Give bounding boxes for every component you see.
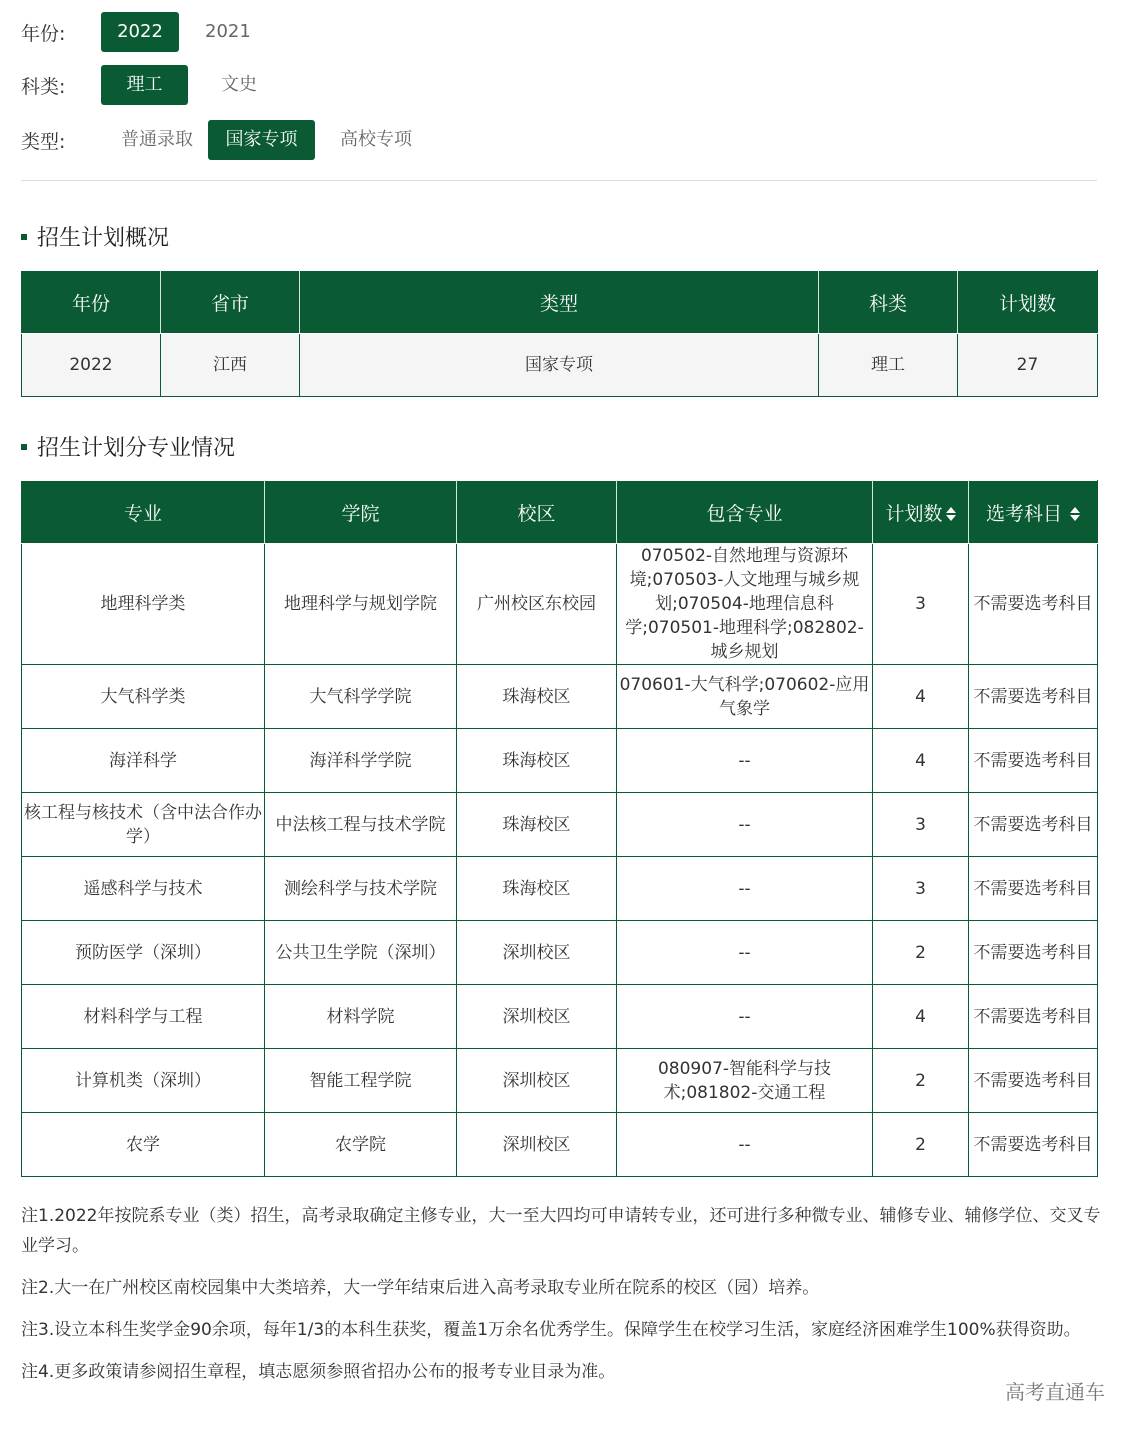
divider — [21, 180, 1097, 181]
bullet-icon — [21, 444, 27, 450]
cell-college: 材料学院 — [265, 985, 457, 1049]
cell-major: 预防医学（深圳） — [22, 921, 265, 985]
header-plan-count-sortable[interactable] — [873, 481, 969, 544]
cell-campus: 珠海校区 — [457, 665, 617, 729]
header-category: 科类 — [819, 271, 958, 334]
year-option-2022[interactable]: 2022 — [101, 12, 179, 52]
watermark: 高考直通车 — [1005, 1380, 1105, 1404]
section-overview-title-text: 招生计划概况 — [37, 226, 170, 251]
cell-plan-count: 4 — [873, 665, 969, 729]
cell-major: 农学 — [22, 1113, 265, 1177]
header-year: 年份 — [22, 271, 161, 334]
cell-college: 农学院 — [265, 1113, 457, 1177]
table-row — [22, 334, 1098, 397]
header-type: 类型 — [300, 271, 819, 334]
cell-subjects: 不需要选考科目 — [969, 665, 1098, 729]
note-1: 注1.2022年按院系专业（类）招生，高考录取确定主修专业，大一至大四均可申请转专业，还可进行多种微专业、辅修专业、辅修学位、交叉专业学习。 — [21, 1206, 1101, 1256]
cell-campus: 珠海校区 — [457, 857, 617, 921]
cell-plan-count: 4 — [873, 729, 969, 793]
cell-plan-count: 3 — [873, 857, 969, 921]
header-major: 专业 — [22, 481, 265, 544]
cell-subjects: 不需要选考科目 — [969, 985, 1098, 1049]
cell-campus: 深圳校区 — [457, 921, 617, 985]
section-major-title-text: 招生计划分专业情况 — [37, 436, 236, 461]
header-campus: 校区 — [457, 481, 617, 544]
cell-major: 计算机类（深圳） — [22, 1049, 265, 1113]
table-row — [22, 1049, 1098, 1113]
cell-subjects: 不需要选考科目 — [969, 857, 1098, 921]
type-option-national[interactable]: 国家专项 — [208, 120, 315, 160]
cell-subjects: 不需要选考科目 — [969, 1113, 1098, 1177]
cell-plan-count: 3 — [873, 544, 969, 665]
sort-icon[interactable] — [946, 507, 956, 521]
table-row — [22, 1113, 1098, 1177]
header-subjects-label: 选考科目 — [985, 502, 1062, 525]
cell-college: 地理科学与规划学院 — [265, 544, 457, 665]
table-row — [22, 665, 1098, 729]
cell-included-majors: 070601-大气科学;070602-应用气象学 — [617, 665, 873, 729]
note-3: 注3.设立本科生奖学金90余项，每年1/3的本科生获奖，覆盖1万余名优秀学生。保障学生在校学习生活，家庭经济困难学生100%获得资助。 — [21, 1320, 1081, 1340]
cell-college: 测绘科学与技术学院 — [265, 857, 457, 921]
cell-plan-count: 27 — [958, 334, 1098, 397]
bullet-icon — [21, 234, 27, 240]
cell-major: 地理科学类 — [22, 544, 265, 665]
header-province: 省市 — [161, 271, 300, 334]
cell-plan-count: 4 — [873, 985, 969, 1049]
cell-included-majors: 070502-自然地理与资源环境;070503-人文地理与城乡规划;070504-地理信息科学;070501-地理科学;082802-城乡规划 — [617, 544, 873, 665]
cell-subjects: 不需要选考科目 — [969, 1049, 1098, 1113]
header-plan-count: 计划数 — [958, 271, 1098, 334]
cell-included-majors: -- — [617, 921, 873, 985]
header-subjects-sortable[interactable] — [969, 481, 1098, 544]
filter-year — [21, 12, 269, 52]
filter-category-label: 科类: — [21, 75, 66, 98]
cell-campus: 深圳校区 — [457, 985, 617, 1049]
table-row — [22, 729, 1098, 793]
table-row — [22, 985, 1098, 1049]
overview-table — [21, 270, 1098, 397]
sort-icon[interactable] — [1070, 507, 1080, 521]
cell-plan-count: 2 — [873, 1049, 969, 1113]
cell-subjects: 不需要选考科目 — [969, 921, 1098, 985]
major-header-row — [22, 481, 1098, 544]
header-college: 学院 — [265, 481, 457, 544]
cell-subjects: 不需要选考科目 — [969, 544, 1098, 665]
cell-major: 海洋科学 — [22, 729, 265, 793]
cell-category: 理工 — [819, 334, 958, 397]
cell-college: 智能工程学院 — [265, 1049, 457, 1113]
overview-header-row — [22, 271, 1098, 334]
note-4: 注4.更多政策请参阅招生章程，填志愿须参照省招办公布的报考专业目录为准。 — [21, 1362, 616, 1382]
cell-major: 大气科学类 — [22, 665, 265, 729]
cell-subjects: 不需要选考科目 — [969, 729, 1098, 793]
cell-plan-count: 2 — [873, 1113, 969, 1177]
cell-campus: 深圳校区 — [457, 1113, 617, 1177]
cell-major: 核工程与核技术（含中法合作办学） — [22, 793, 265, 857]
cell-major: 遥感科学与技术 — [22, 857, 265, 921]
category-option-science[interactable]: 理工 — [101, 65, 188, 105]
cell-included-majors: -- — [617, 793, 873, 857]
cell-college: 大气科学学院 — [265, 665, 457, 729]
cell-campus: 珠海校区 — [457, 729, 617, 793]
notes — [21, 1201, 1101, 1399]
cell-subjects: 不需要选考科目 — [969, 793, 1098, 857]
cell-included-majors: -- — [617, 1113, 873, 1177]
cell-campus: 珠海校区 — [457, 793, 617, 857]
cell-type: 国家专项 — [300, 334, 819, 397]
filter-type — [21, 120, 437, 160]
cell-province: 江西 — [161, 334, 300, 397]
cell-plan-count: 2 — [873, 921, 969, 985]
section-major-title — [21, 431, 235, 462]
header-plan-count-label: 计划数 — [885, 502, 943, 525]
table-row — [22, 544, 1098, 665]
table-row — [22, 793, 1098, 857]
cell-college: 海洋科学学院 — [265, 729, 457, 793]
cell-college: 中法核工程与技术学院 — [265, 793, 457, 857]
type-option-regular[interactable]: 普通录取 — [121, 129, 193, 150]
section-overview-title — [21, 221, 169, 252]
cell-campus: 深圳校区 — [457, 1049, 617, 1113]
cell-included-majors: -- — [617, 857, 873, 921]
cell-year: 2022 — [22, 334, 161, 397]
filter-category — [21, 65, 275, 105]
filter-type-label: 类型: — [21, 130, 66, 153]
major-table — [21, 480, 1098, 1177]
filter-year-label: 年份: — [21, 22, 66, 45]
table-row — [22, 921, 1098, 985]
header-included-majors: 包含专业 — [617, 481, 873, 544]
cell-included-majors: -- — [617, 729, 873, 793]
cell-major: 材料科学与工程 — [22, 985, 265, 1049]
cell-campus: 广州校区东校园 — [457, 544, 617, 665]
year-option-2021[interactable]: 2021 — [205, 21, 251, 42]
type-option-university[interactable]: 高校专项 — [340, 129, 412, 150]
table-row — [22, 857, 1098, 921]
cell-plan-count: 3 — [873, 793, 969, 857]
category-option-arts[interactable]: 文史 — [221, 74, 257, 95]
note-2: 注2.大一在广州校区南校园集中大类培养，大一学年结束后进入高考录取专业所在院系的校区（园）培养。 — [21, 1278, 820, 1298]
cell-included-majors: -- — [617, 985, 873, 1049]
cell-college: 公共卫生学院（深圳） — [265, 921, 457, 985]
cell-included-majors: 080907-智能科学与技术;081802-交通工程 — [617, 1049, 873, 1113]
